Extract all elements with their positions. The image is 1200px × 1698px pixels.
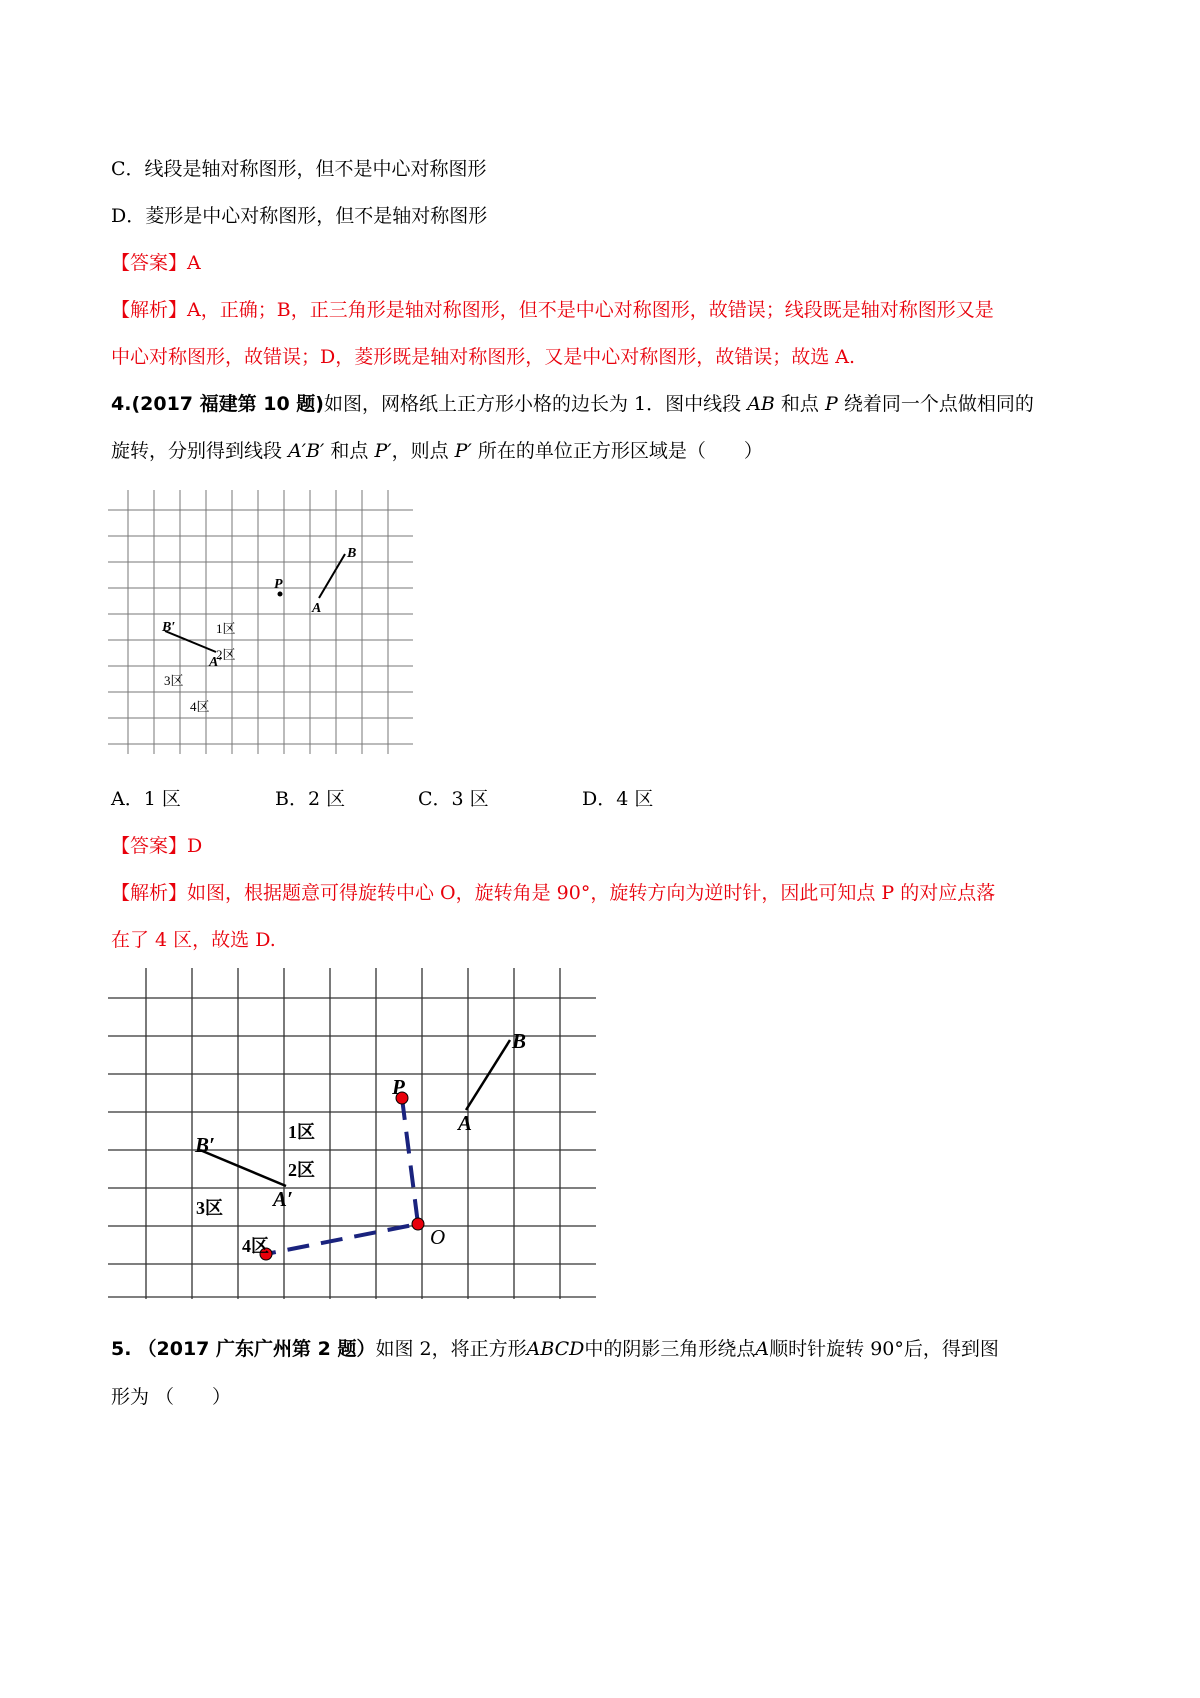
question-number: 5. bbox=[111, 1338, 132, 1360]
option-d: D．4 区 bbox=[582, 788, 654, 810]
label-p: P bbox=[392, 1075, 405, 1099]
segment-ab-line bbox=[466, 1040, 510, 1110]
label-zone1: 1区 bbox=[288, 1122, 315, 1142]
stem-text: 顺时针旋转 90°后，得到图 bbox=[769, 1338, 999, 1360]
analysis-text: 如图，根据题意可得旋转中心 O，旋转角是 90°，旋转方向为逆时针，因此可知点 P 的对应点落 bbox=[187, 882, 996, 904]
answer-q4: 【答案】D bbox=[111, 835, 203, 857]
q4-stem-line2 bbox=[111, 438, 763, 464]
analysis-q4-line2: 在了 4 区，故选 D. bbox=[111, 929, 276, 951]
answer-q3: 【答案】A bbox=[111, 252, 201, 274]
label-zone3: 3区 bbox=[164, 673, 184, 688]
analysis-label: 【解析】 bbox=[111, 882, 188, 904]
point-p: P bbox=[824, 393, 838, 415]
label-b: B bbox=[512, 1029, 527, 1053]
question-source: (2017 福建第 10 题) bbox=[131, 393, 324, 415]
q4-figure bbox=[108, 490, 418, 756]
label-b-prime: B′ bbox=[195, 1133, 215, 1157]
stem-text: 绕着同一个点做相同的 bbox=[843, 393, 1034, 415]
square-abcd: ABCD bbox=[526, 1338, 585, 1360]
label-a: A bbox=[312, 601, 322, 616]
segment-ab-line bbox=[319, 554, 345, 598]
question-number: 4. bbox=[111, 393, 132, 415]
stem-text: 如图，网格纸上正方形小格的边长为 1．图中线段 bbox=[324, 393, 742, 415]
point-p-prime: P′ bbox=[374, 440, 392, 462]
q4-solution-figure bbox=[108, 968, 598, 1303]
analysis-q3-line2: 中心对称图形，故错误；D，菱形既是轴对称图形，又是中心对称图形，故错误；故选 A. bbox=[111, 346, 856, 368]
stem-text: 所在的单位正方形区域是（ ） bbox=[477, 440, 763, 462]
analysis-q4-line1 bbox=[111, 880, 995, 906]
segment-a-prime-b-prime: A′B′ bbox=[288, 440, 325, 462]
analysis-q3-line1 bbox=[111, 297, 994, 323]
label-b: B bbox=[347, 546, 357, 561]
q5-stem-line2: 形为 （ ） bbox=[111, 1386, 232, 1408]
option-d: D．菱形是中心对称图形，但不是轴对称图形 bbox=[111, 205, 488, 227]
label-zone3: 3区 bbox=[196, 1198, 223, 1218]
question-source: （2017 广东广州第 2 题） bbox=[137, 1338, 376, 1360]
label-a-prime: A′ bbox=[209, 655, 223, 670]
point-o-dot bbox=[412, 1218, 424, 1230]
option-a: A．1 区 bbox=[111, 788, 181, 810]
stem-text: ，则点 bbox=[391, 440, 449, 462]
point-p-prime: P′ bbox=[454, 440, 472, 462]
analysis-label: 【解析】 bbox=[111, 299, 188, 321]
option-b: B．2 区 bbox=[275, 788, 346, 810]
option-c: C．线段是轴对称图形，但不是中心对称图形 bbox=[111, 158, 487, 180]
option-c: C．3 区 bbox=[418, 788, 489, 810]
stem-text: 和点 bbox=[330, 440, 369, 462]
label-b-prime: B′ bbox=[162, 620, 176, 635]
label-zone2: 2区 bbox=[216, 647, 236, 662]
point-a: A bbox=[755, 1338, 770, 1360]
label-zone1: 1区 bbox=[216, 621, 236, 636]
label-zone4: 4区 bbox=[242, 1236, 269, 1256]
point-p-dot bbox=[278, 592, 283, 597]
label-p: P bbox=[274, 577, 283, 592]
label-zone4: 4区 bbox=[190, 699, 210, 714]
q5-stem-line1 bbox=[111, 1336, 999, 1362]
label-a-prime: A′ bbox=[273, 1187, 293, 1211]
q4-stem-line1 bbox=[111, 391, 1034, 417]
stem-text: 旋转，分别得到线段 bbox=[111, 440, 283, 462]
label-o: O bbox=[430, 1225, 446, 1249]
stem-text: 中的阴影三角形绕点 bbox=[584, 1338, 756, 1360]
stem-text: 和点 bbox=[780, 393, 819, 415]
stem-text: 如图 2，将正方形 bbox=[375, 1338, 527, 1360]
label-a: A bbox=[458, 1111, 473, 1135]
analysis-text: A，正确；B，正三角形是轴对称图形，但不是中心对称图形，故错误；线段既是轴对称图形又是 bbox=[187, 299, 994, 321]
label-zone2: 2区 bbox=[288, 1160, 315, 1180]
segment-ab: AB bbox=[747, 393, 775, 415]
